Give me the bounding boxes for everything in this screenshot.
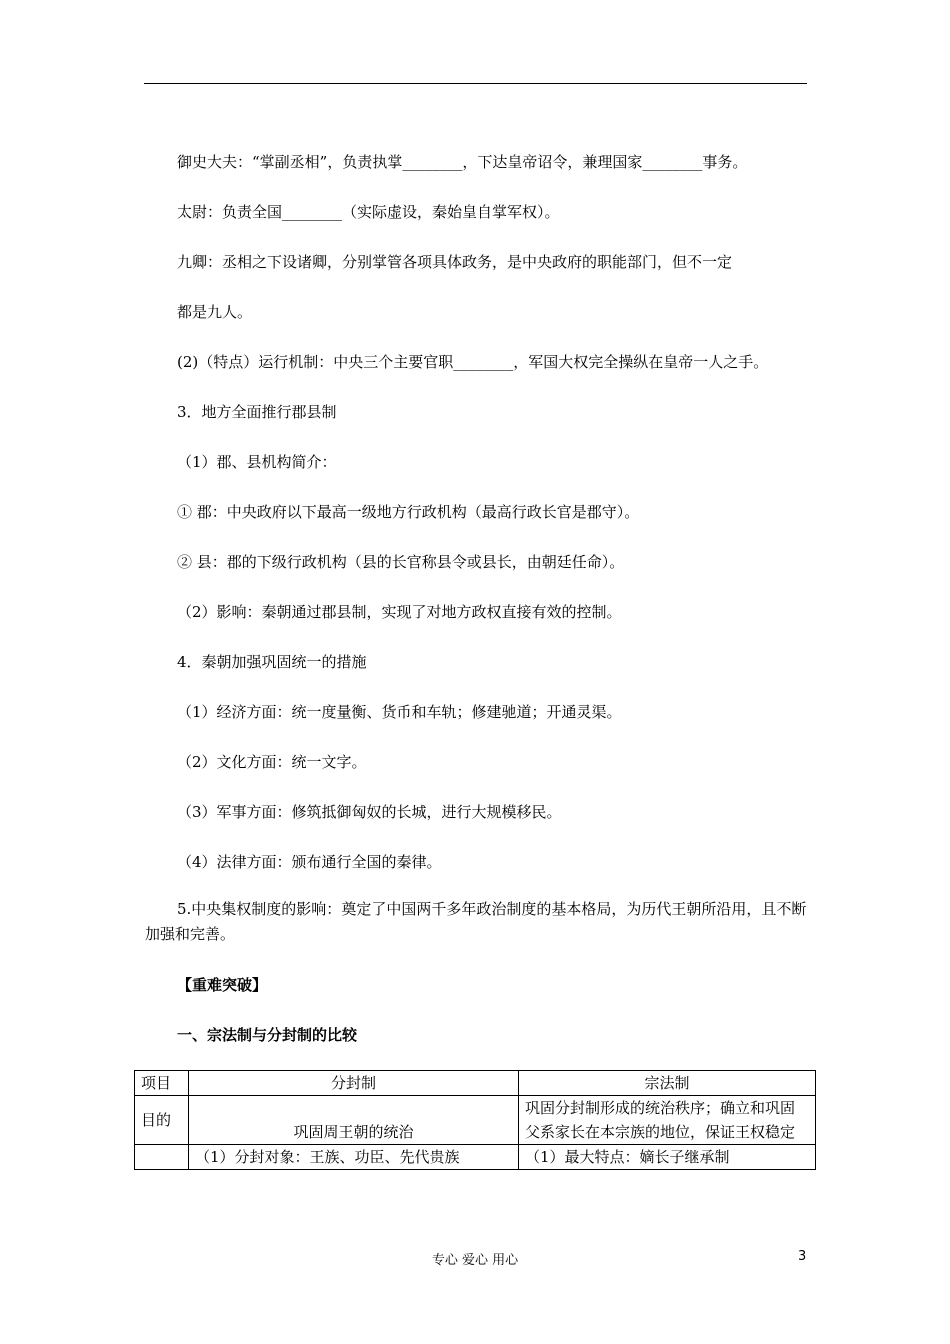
row-label-empty (135, 1145, 189, 1170)
text-line-mechanism: (2)（特点）运行机制：中央三个主要官职________，军国大权完全操纵在皇帝一人之手。 (177, 353, 769, 371)
header-cell-item: 项目 (135, 1071, 189, 1096)
text-line-4-4: （4）法律方面：颁布通行全国的秦律。 (177, 853, 442, 871)
table-row (135, 1145, 816, 1170)
cell-zongfa-feature: （1）最大特点：嫡长子继承制 (519, 1145, 816, 1170)
text-line-3-1: （1）郡、县机构简介： (177, 453, 337, 471)
header-rule (144, 83, 807, 84)
text-line-jiuqing: 九卿：丞相之下设诸卿，分别掌管各项具体政务，是中央政府的职能部门，但不一定 (177, 253, 733, 271)
header-cell-zongfa: 宗法制 (519, 1071, 816, 1096)
sub-heading: 一、宗法制与分封制的比较 (177, 1026, 358, 1044)
text-line-xian: ② 县：郡的下级行政机构（县的长官称县令或县长，由朝廷任命）。 (177, 553, 625, 571)
cell-fenfeng-purpose: 巩固周王朝的统治 (189, 1096, 519, 1145)
paragraph-section-5: 5.中央集权制度的影响：奠定了中国两千多年政治制度的基本格局，为历代王朝所沿用，且不断加强和完善。 (145, 900, 807, 943)
row-label-purpose: 目的 (135, 1096, 189, 1145)
text-line-taiwei: 太尉：负责全国________（实际虚设，秦始皇自掌军权）。 (177, 203, 560, 221)
text-line-section-3: 3．地方全面推行郡县制 (177, 403, 337, 421)
cell-zongfa-purpose: 巩固分封制形成的统治秩序；确立和巩固父系家长在本宗族的地位，保证王权稳定 (519, 1096, 816, 1145)
comparison-table (134, 1070, 816, 1170)
text-line-jiuqing-cont: 都是九人。 (177, 303, 253, 321)
text-line-jun: ① 郡：中央政府以下最高一级地方行政机构（最高行政长官是郡守）。 (177, 503, 640, 521)
header-cell-fenfeng: 分封制 (189, 1071, 519, 1096)
table-row (135, 1096, 816, 1145)
text-line-3-2: （2）影响：秦朝通过郡县制，实现了对地方政权直接有效的控制。 (177, 603, 622, 621)
section-heading: 【重难突破】 (177, 976, 268, 994)
footer-motto: 专心 爱心 用心 (431, 1253, 519, 1268)
page-number: 3 (798, 1249, 807, 1264)
text-line-4-3: （3）军事方面：修筑抵御匈奴的长城，进行大规模移民。 (177, 803, 562, 821)
table-header-row (135, 1071, 816, 1096)
text-line-4-1: （1）经济方面：统一度量衡、货币和车轨；修建驰道；开通灵渠。 (177, 703, 622, 721)
text-line-yushi-dafu: 御史大夫：“掌副丞相”，负责执掌________，下达皇帝诏令，兼理国家________事务。 (177, 153, 748, 171)
text-line-section-4: 4．秦朝加强巩固统一的措施 (177, 653, 367, 671)
cell-fenfeng-targets: （1）分封对象：王族、功臣、先代贵族 (189, 1145, 519, 1170)
text-line-4-2: （2）文化方面：统一文字。 (177, 753, 367, 771)
